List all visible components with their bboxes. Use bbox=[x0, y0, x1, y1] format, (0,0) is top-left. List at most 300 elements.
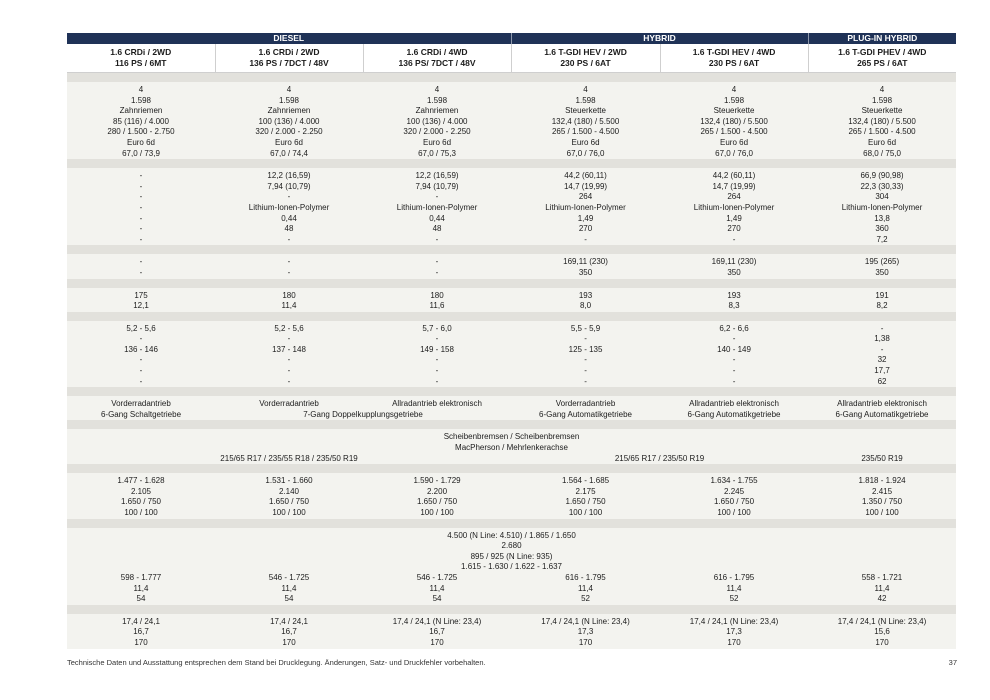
spec-cell: - bbox=[215, 355, 363, 366]
model-engine: 1.6 T-GDI HEV / 4WD bbox=[692, 47, 776, 57]
spec-cell: - bbox=[660, 235, 808, 246]
spec-cell: MacPherson / Mehrlenkerachse bbox=[67, 443, 956, 454]
spec-cell: 42 bbox=[808, 594, 956, 605]
section-separator bbox=[67, 73, 956, 83]
spec-cell: - bbox=[215, 192, 363, 203]
spec-cell: 7-Gang Doppelkupplungsgetriebe bbox=[215, 410, 511, 421]
spec-cell: Steuerkette bbox=[808, 106, 956, 117]
spec-cell: 7,94 (10,79) bbox=[363, 182, 511, 193]
spec-cell: 5,5 - 5,9 bbox=[511, 321, 660, 335]
spec-cell: 280 / 1.500 - 2.750 bbox=[67, 127, 215, 138]
spec-cell: 44,2 (60,11) bbox=[511, 168, 660, 182]
spec-cell: 1.531 - 1.660 bbox=[215, 473, 363, 487]
spec-cell: 2.680 bbox=[67, 541, 956, 552]
spec-cell: 264 bbox=[660, 192, 808, 203]
separator-cell bbox=[67, 73, 956, 83]
separator-cell bbox=[67, 420, 956, 429]
spec-cell: Lithium-Ionen-Polymer bbox=[808, 203, 956, 214]
group-label: DIESEL bbox=[67, 33, 511, 44]
spec-cell: 17,4 / 24,1 (N Line: 23,4) bbox=[363, 614, 511, 628]
spec-row bbox=[67, 528, 956, 542]
spec-cell: 17,4 / 24,1 (N Line: 23,4) bbox=[511, 614, 660, 628]
spec-cell: 11,6 bbox=[363, 301, 511, 312]
spec-row bbox=[67, 487, 956, 498]
spec-cell: 11,4 bbox=[660, 584, 808, 595]
spec-cell: Lithium-Ionen-Polymer bbox=[660, 203, 808, 214]
spec-cell: 169,11 (230) bbox=[511, 254, 660, 268]
spec-cell: - bbox=[67, 168, 215, 182]
model-header bbox=[215, 44, 363, 73]
spec-cell: 2.140 bbox=[215, 487, 363, 498]
spec-cell: 17,3 bbox=[660, 627, 808, 638]
spec-cell: Zahnriemen bbox=[215, 106, 363, 117]
spec-cell: 7,94 (10,79) bbox=[215, 182, 363, 193]
spec-cell: 1.598 bbox=[511, 96, 660, 107]
spec-row bbox=[67, 235, 956, 246]
spec-cell: 264 bbox=[511, 192, 660, 203]
spec-cell: Scheibenbremsen / Scheibenbremsen bbox=[67, 429, 956, 443]
spec-cell: - bbox=[660, 377, 808, 388]
spec-cell: 195 (265) bbox=[808, 254, 956, 268]
engine-group-header bbox=[67, 33, 956, 44]
spec-cell: 215/65 R17 / 235/55 R18 / 235/50 R19 bbox=[67, 454, 511, 465]
spec-cell: 1.598 bbox=[363, 96, 511, 107]
model-header bbox=[511, 44, 660, 73]
spec-cell: 100 (136) / 4.000 bbox=[215, 117, 363, 128]
spec-cell: 67,0 / 74,4 bbox=[215, 149, 363, 160]
section-separator bbox=[67, 605, 956, 614]
spec-row bbox=[67, 396, 956, 410]
spec-cell: 1.598 bbox=[808, 96, 956, 107]
spec-cell: 170 bbox=[511, 638, 660, 649]
page-number: 37 bbox=[948, 658, 957, 667]
spec-cell: 85 (116) / 4.000 bbox=[67, 117, 215, 128]
spec-row bbox=[67, 138, 956, 149]
spec-cell: - bbox=[215, 254, 363, 268]
spec-cell: 68,0 / 75,0 bbox=[808, 149, 956, 160]
spec-cell: - bbox=[67, 192, 215, 203]
separator-cell bbox=[67, 245, 956, 254]
spec-cell: 132,4 (180) / 5.500 bbox=[511, 117, 660, 128]
spec-cell: 100 / 100 bbox=[660, 508, 808, 519]
spec-cell: 1,38 bbox=[808, 334, 956, 345]
spec-cell: - bbox=[363, 366, 511, 377]
separator-cell bbox=[67, 312, 956, 321]
spec-cell: Vorderradantrieb bbox=[67, 396, 215, 410]
spec-cell: 350 bbox=[511, 268, 660, 279]
spec-cell: 0,44 bbox=[363, 214, 511, 225]
spec-cell: 2.175 bbox=[511, 487, 660, 498]
spec-cell: 14,7 (19,99) bbox=[511, 182, 660, 193]
spec-cell: 16,7 bbox=[215, 627, 363, 638]
separator-cell bbox=[67, 159, 956, 168]
spec-row bbox=[67, 552, 956, 563]
spec-cell: - bbox=[660, 355, 808, 366]
spec-cell: - bbox=[363, 235, 511, 246]
spec-cell: 8,2 bbox=[808, 301, 956, 312]
spec-cell: - bbox=[67, 334, 215, 345]
spec-cell: - bbox=[363, 377, 511, 388]
spec-cell: Vorderradantrieb bbox=[511, 396, 660, 410]
spec-row bbox=[67, 182, 956, 193]
spec-row bbox=[67, 345, 956, 356]
spec-cell: 54 bbox=[215, 594, 363, 605]
spec-cell: - bbox=[67, 235, 215, 246]
spec-cell: Euro 6d bbox=[660, 138, 808, 149]
spec-cell: 52 bbox=[660, 594, 808, 605]
section-separator bbox=[67, 159, 956, 168]
spec-cell: 6-Gang Automatikgetriebe bbox=[808, 410, 956, 421]
spec-cell: - bbox=[215, 235, 363, 246]
spec-cell: Euro 6d bbox=[215, 138, 363, 149]
spec-cell: 132,4 (180) / 5.500 bbox=[808, 117, 956, 128]
spec-cell: Euro 6d bbox=[67, 138, 215, 149]
model-engine: 1.6 T-GDI HEV / 2WD bbox=[544, 47, 627, 57]
spec-cell: 1.477 - 1.628 bbox=[67, 473, 215, 487]
spec-row bbox=[67, 192, 956, 203]
spec-cell: 1.634 - 1.755 bbox=[660, 473, 808, 487]
model-engine: 1.6 T-GDI PHEV / 4WD bbox=[838, 47, 927, 57]
model-power: 265 PS / 6AT bbox=[857, 58, 908, 68]
spec-cell: 170 bbox=[808, 638, 956, 649]
spec-cell: 149 - 158 bbox=[363, 345, 511, 356]
spec-cell: 616 - 1.795 bbox=[660, 573, 808, 584]
spec-cell: - bbox=[215, 334, 363, 345]
model-power: 136 PS/ 7DCT / 48V bbox=[398, 58, 476, 68]
spec-cell: 16,7 bbox=[67, 627, 215, 638]
spec-cell: 169,11 (230) bbox=[660, 254, 808, 268]
separator-cell bbox=[67, 605, 956, 614]
spec-cell: 2.415 bbox=[808, 487, 956, 498]
section-separator bbox=[67, 245, 956, 254]
spec-cell: 100 (136) / 4.000 bbox=[363, 117, 511, 128]
spec-cell: 1.350 / 750 bbox=[808, 497, 956, 508]
spec-cell: 17,7 bbox=[808, 366, 956, 377]
spec-cell: - bbox=[660, 334, 808, 345]
section-separator bbox=[67, 464, 956, 473]
spec-cell: Zahnriemen bbox=[67, 106, 215, 117]
spec-cell: 11,4 bbox=[363, 584, 511, 595]
spec-cell: - bbox=[511, 355, 660, 366]
spec-table bbox=[67, 33, 956, 649]
spec-row bbox=[67, 594, 956, 605]
spec-cell: 137 - 148 bbox=[215, 345, 363, 356]
spec-cell: 67,0 / 73,9 bbox=[67, 149, 215, 160]
spec-row bbox=[67, 508, 956, 519]
spec-cell: 52 bbox=[511, 594, 660, 605]
spec-row bbox=[67, 334, 956, 345]
group-label: PLUG-IN HYBRID bbox=[808, 33, 956, 44]
spec-row bbox=[67, 541, 956, 552]
spec-cell: Euro 6d bbox=[363, 138, 511, 149]
model-power: 230 PS / 6AT bbox=[708, 58, 760, 68]
spec-cell: 17,4 / 24,1 bbox=[67, 614, 215, 628]
section-separator bbox=[67, 312, 956, 321]
spec-row bbox=[67, 377, 956, 388]
spec-row bbox=[67, 443, 956, 454]
spec-cell: - bbox=[215, 377, 363, 388]
section-separator bbox=[67, 279, 956, 288]
spec-cell: 546 - 1.725 bbox=[363, 573, 511, 584]
spec-cell: - bbox=[363, 254, 511, 268]
spec-cell: 4.500 (N Line: 4.510) / 1.865 / 1.650 bbox=[67, 528, 956, 542]
spec-cell: 180 bbox=[363, 288, 511, 302]
spec-cell: 8,3 bbox=[660, 301, 808, 312]
spec-cell: Euro 6d bbox=[511, 138, 660, 149]
spec-cell: 32 bbox=[808, 355, 956, 366]
spec-cell: 4 bbox=[808, 82, 956, 96]
spec-cell: Lithium-Ionen-Polymer bbox=[215, 203, 363, 214]
spec-cell: 67,0 / 76,0 bbox=[660, 149, 808, 160]
section-separator bbox=[67, 519, 956, 528]
spec-cell: Allradantrieb elektronisch bbox=[808, 396, 956, 410]
spec-cell: Steuerkette bbox=[511, 106, 660, 117]
spec-cell: 4 bbox=[363, 82, 511, 96]
spec-cell: 2.105 bbox=[67, 487, 215, 498]
spec-cell: - bbox=[808, 345, 956, 356]
spec-cell: 2.245 bbox=[660, 487, 808, 498]
model-header bbox=[808, 44, 956, 73]
spec-cell: - bbox=[215, 268, 363, 279]
spec-cell: 12,1 bbox=[67, 301, 215, 312]
spec-cell: - bbox=[363, 192, 511, 203]
spec-cell: 1.590 - 1.729 bbox=[363, 473, 511, 487]
spec-cell: 7,2 bbox=[808, 235, 956, 246]
spec-row bbox=[67, 254, 956, 268]
spec-cell: - bbox=[67, 214, 215, 225]
spec-cell: 2.200 bbox=[363, 487, 511, 498]
spec-cell: 350 bbox=[660, 268, 808, 279]
spec-cell: 4 bbox=[67, 82, 215, 96]
spec-cell: Allradantrieb elektronisch bbox=[363, 396, 511, 410]
spec-cell: 14,7 (19,99) bbox=[660, 182, 808, 193]
spec-cell: 6,2 - 6,6 bbox=[660, 321, 808, 335]
spec-cell: 558 - 1.721 bbox=[808, 573, 956, 584]
spec-row bbox=[67, 203, 956, 214]
group-label: HYBRID bbox=[511, 33, 808, 44]
spec-cell: 17,3 bbox=[511, 627, 660, 638]
spec-cell: 132,4 (180) / 5.500 bbox=[660, 117, 808, 128]
spec-row bbox=[67, 127, 956, 138]
spec-cell: 8,0 bbox=[511, 301, 660, 312]
spec-cell: 1.564 - 1.685 bbox=[511, 473, 660, 487]
spec-cell: 0,44 bbox=[215, 214, 363, 225]
spec-row bbox=[67, 117, 956, 128]
spec-cell: 11,4 bbox=[808, 584, 956, 595]
spec-cell: - bbox=[363, 334, 511, 345]
spec-cell: 13,8 bbox=[808, 214, 956, 225]
spec-cell: 6-Gang Automatikgetriebe bbox=[660, 410, 808, 421]
spec-cell: 11,4 bbox=[215, 584, 363, 595]
model-header-row bbox=[67, 44, 956, 73]
spec-row bbox=[67, 473, 956, 487]
spec-cell: - bbox=[67, 224, 215, 235]
spec-cell: Euro 6d bbox=[808, 138, 956, 149]
spec-row bbox=[67, 82, 956, 96]
spec-cell: - bbox=[511, 334, 660, 345]
spec-cell: Steuerkette bbox=[660, 106, 808, 117]
spec-row bbox=[67, 168, 956, 182]
spec-cell: 546 - 1.725 bbox=[215, 573, 363, 584]
spec-row bbox=[67, 573, 956, 584]
spec-row bbox=[67, 614, 956, 628]
model-engine: 1.6 CRDi / 2WD bbox=[258, 47, 320, 57]
section-separator bbox=[67, 387, 956, 396]
spec-cell: 1.598 bbox=[67, 96, 215, 107]
spec-cell: 100 / 100 bbox=[511, 508, 660, 519]
spec-row bbox=[67, 638, 956, 649]
spec-cell: Zahnriemen bbox=[363, 106, 511, 117]
spec-cell: 100 / 100 bbox=[363, 508, 511, 519]
spec-row bbox=[67, 96, 956, 107]
model-power: 230 PS / 6AT bbox=[560, 58, 611, 68]
model-engine: 1.6 CRDi / 4WD bbox=[406, 47, 468, 57]
spec-cell: 170 bbox=[660, 638, 808, 649]
spec-cell: 44,2 (60,11) bbox=[660, 168, 808, 182]
spec-row bbox=[67, 321, 956, 335]
spec-cell: 12,2 (16,59) bbox=[215, 168, 363, 182]
spec-cell: 265 / 1.500 - 4.500 bbox=[808, 127, 956, 138]
spec-row bbox=[67, 497, 956, 508]
spec-cell: Lithium-Ionen-Polymer bbox=[363, 203, 511, 214]
spec-row bbox=[67, 268, 956, 279]
spec-row bbox=[67, 454, 956, 465]
spec-cell: - bbox=[511, 366, 660, 377]
spec-cell: 67,0 / 76,0 bbox=[511, 149, 660, 160]
spec-cell: 320 / 2.000 - 2.250 bbox=[215, 127, 363, 138]
spec-cell: 100 / 100 bbox=[67, 508, 215, 519]
spec-cell: 15,6 bbox=[808, 627, 956, 638]
separator-cell bbox=[67, 279, 956, 288]
spec-cell: - bbox=[67, 355, 215, 366]
spec-cell: Allradantrieb elektronisch bbox=[660, 396, 808, 410]
separator-cell bbox=[67, 464, 956, 473]
spec-cell: 616 - 1.795 bbox=[511, 573, 660, 584]
spec-cell: 4 bbox=[215, 82, 363, 96]
spec-cell: 6-Gang Schaltgetriebe bbox=[67, 410, 215, 421]
spec-row bbox=[67, 214, 956, 225]
spec-cell: 16,7 bbox=[363, 627, 511, 638]
spec-cell: 170 bbox=[67, 638, 215, 649]
spec-cell: 270 bbox=[660, 224, 808, 235]
spec-cell: 5,7 - 6,0 bbox=[363, 321, 511, 335]
spec-cell: 1.650 / 750 bbox=[511, 497, 660, 508]
spec-row bbox=[67, 584, 956, 595]
spec-cell: 598 - 1.777 bbox=[67, 573, 215, 584]
model-header bbox=[67, 44, 215, 73]
spec-cell: 215/65 R17 / 235/50 R19 bbox=[511, 454, 808, 465]
spec-cell: 1.650 / 750 bbox=[215, 497, 363, 508]
spec-cell: 270 bbox=[511, 224, 660, 235]
spec-cell: 11,4 bbox=[67, 584, 215, 595]
spec-cell: - bbox=[363, 355, 511, 366]
spec-cell: 1.598 bbox=[215, 96, 363, 107]
spec-cell: - bbox=[67, 182, 215, 193]
spec-row bbox=[67, 429, 956, 443]
spec-cell: 22,3 (30,33) bbox=[808, 182, 956, 193]
spec-cell: 17,4 / 24,1 (N Line: 23,4) bbox=[660, 614, 808, 628]
spec-cell: 100 / 100 bbox=[808, 508, 956, 519]
spec-cell: 66,9 (90,98) bbox=[808, 168, 956, 182]
spec-cell: 170 bbox=[363, 638, 511, 649]
spec-cell: - bbox=[660, 366, 808, 377]
spec-row bbox=[67, 355, 956, 366]
spec-cell: 193 bbox=[511, 288, 660, 302]
spec-cell: 350 bbox=[808, 268, 956, 279]
spec-cell: - bbox=[67, 377, 215, 388]
spec-cell: 235/50 R19 bbox=[808, 454, 956, 465]
spec-cell: - bbox=[67, 366, 215, 377]
spec-cell: 48 bbox=[215, 224, 363, 235]
separator-cell bbox=[67, 387, 956, 396]
spec-row bbox=[67, 106, 956, 117]
spec-cell: 1,49 bbox=[660, 214, 808, 225]
spec-cell: 265 / 1.500 - 4.500 bbox=[511, 127, 660, 138]
spec-cell: 62 bbox=[808, 377, 956, 388]
spec-cell: 1.650 / 750 bbox=[660, 497, 808, 508]
section-separator bbox=[67, 420, 956, 429]
spec-cell: 54 bbox=[67, 594, 215, 605]
spec-cell: Vorderradantrieb bbox=[215, 396, 363, 410]
spec-cell: 48 bbox=[363, 224, 511, 235]
spec-cell: Lithium-Ionen-Polymer bbox=[511, 203, 660, 214]
spec-cell: 125 - 135 bbox=[511, 345, 660, 356]
spec-cell: 54 bbox=[363, 594, 511, 605]
spec-cell: 1.615 - 1.630 / 1.622 - 1.637 bbox=[67, 562, 956, 573]
spec-cell: 1.598 bbox=[660, 96, 808, 107]
spec-cell: 1.650 / 750 bbox=[363, 497, 511, 508]
spec-sheet bbox=[67, 33, 956, 649]
spec-cell: - bbox=[67, 268, 215, 279]
model-header bbox=[363, 44, 511, 73]
spec-cell: 1.818 - 1.924 bbox=[808, 473, 956, 487]
spec-cell: 191 bbox=[808, 288, 956, 302]
spec-cell: - bbox=[511, 235, 660, 246]
spec-cell: 360 bbox=[808, 224, 956, 235]
spec-cell: 6-Gang Automatikgetriebe bbox=[511, 410, 660, 421]
spec-row bbox=[67, 562, 956, 573]
model-engine: 1.6 CRDi / 2WD bbox=[110, 47, 172, 57]
spec-cell: - bbox=[67, 254, 215, 268]
spec-cell: - bbox=[511, 377, 660, 388]
model-power: 136 PS / 7DCT / 48V bbox=[249, 58, 329, 68]
model-power: 116 PS / 6MT bbox=[115, 58, 167, 68]
spec-cell: 170 bbox=[215, 638, 363, 649]
spec-cell: 17,4 / 24,1 bbox=[215, 614, 363, 628]
spec-cell: 1.650 / 750 bbox=[67, 497, 215, 508]
spec-cell: 12,2 (16,59) bbox=[363, 168, 511, 182]
spec-cell: 180 bbox=[215, 288, 363, 302]
spec-row bbox=[67, 366, 956, 377]
spec-cell: 100 / 100 bbox=[215, 508, 363, 519]
spec-cell: 304 bbox=[808, 192, 956, 203]
spec-cell: - bbox=[808, 321, 956, 335]
spec-cell: 265 / 1.500 - 4.500 bbox=[660, 127, 808, 138]
spec-cell: 4 bbox=[660, 82, 808, 96]
spec-cell: 17,4 / 24,1 (N Line: 23,4) bbox=[808, 614, 956, 628]
spec-row bbox=[67, 410, 956, 421]
spec-cell: 1,49 bbox=[511, 214, 660, 225]
spec-row bbox=[67, 627, 956, 638]
spec-cell: 320 / 2.000 - 2.250 bbox=[363, 127, 511, 138]
footnote: Technische Daten und Ausstattung entsprechen dem Stand bei Drucklegung. Änderungen, Satz- und Druckfehler vorbehalten. bbox=[67, 658, 486, 667]
model-header bbox=[660, 44, 808, 73]
spec-cell: 175 bbox=[67, 288, 215, 302]
spec-row bbox=[67, 149, 956, 160]
spec-row bbox=[67, 288, 956, 302]
spec-cell: 193 bbox=[660, 288, 808, 302]
spec-cell: 4 bbox=[511, 82, 660, 96]
